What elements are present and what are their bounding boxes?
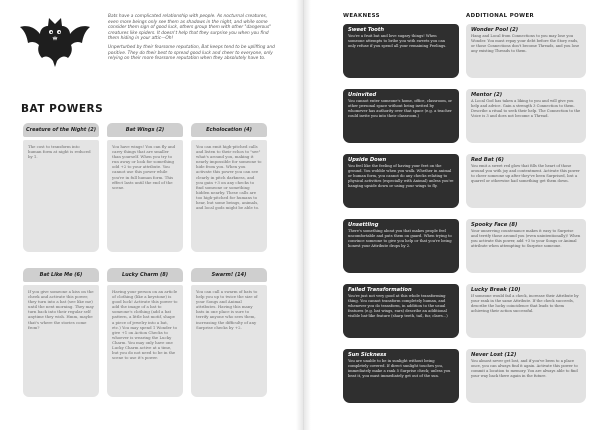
power-description: You can emit high-pitched calls and listen to their echos to "see" what's around you, making it nearly impossible for someone to hide from you. When you activate this power you can see clearly in pitch darkness, and you gain +3 on any checks to find someone or something hidden nearby. These calls are too high-pitched for humans to hear, but some beings, animals, and local gods might be able to. [191,140,267,252]
power-card [191,268,267,397]
weakness-card [343,89,459,143]
additional-power-name: Spooky Face (8) [471,222,518,228]
power-name: Bat Wings (2) [107,123,183,137]
weakness-card [343,24,459,78]
power-card [107,123,183,252]
intro-paragraph-2: Unperturbed by their fearsome reputation, Bat keeps tend to be uplifting and positive. They do their best to spread good luck and cheer to everyone, only relying on their more fearsome reputation when they absolutely have to. [108,44,275,62]
weakness-description: You're a fruit bat and love sugary things! When someone attempts to bribe you with sweets you can only refuse if you spend all your remaining Feelings. [348,34,447,48]
book-gutter [296,0,311,430]
power-name: Creature of the Night (2) [23,123,99,137]
power-card [23,268,99,397]
weakness-description: You feel like the feeling of having your feet on the ground. You wobble when you walk. Whether in animal or human form, you cannot do any checks relating to physical activities (especially with Animal) unless you're hanging upside down or using your wings to fly. [348,164,454,188]
additional-power-description: A Local God has taken a liking to you and will give you help and advice. Gain a strength 3 Connection to them. Describe a ritual to seek their help. The Connection to the Voice is 3 and does not become a Thread. [471,99,581,118]
additional-power-description: You almost never get lost, and if you've been to a place once, you can always find it again. Activate this power to commit a location to memory. You are always able to find your way back there again in the future. [471,359,578,378]
intro-text [108,14,278,65]
weakness-card [343,284,459,338]
additional-power-card [466,219,586,273]
power-description: The cost to transform into human form at night is reduced by 1. [23,140,99,252]
power-description: If you give someone a kiss on the cheek and activate this power, they turn into a bat (see like me) until the next morning. They may turn back into their regular self anytime they wish. Hmm, maybe that's where the stories come from? [23,285,99,397]
additional-power-name: Never Lost (12) [471,352,517,358]
additional-power-description: Hang and Local from Connections to you may lose you Wonder. You must repay your debt before the Story ends, or those Connections don't become Threads, and you lose any existing Threads to them. [471,34,580,53]
power-card [191,123,267,252]
weakness-description: You cannot enter someone's home, office, classroom, or other personal space without being invited by whomever has authority over that space (e.g. a teacher could invite you into their classroom.) [348,99,453,118]
weakness-description: You're just not very good at this whole transforming thing. You cannot transform completely human, and whenever you do transform, in addition to the usual features (e.g. bat wings, ears) describe an additional visible bat-like feature (sharp teeth, tail, fur, claws...) [348,294,448,318]
weakness-card [343,219,459,273]
additional-power-description: If someone would fail a check, increase their Attribute by your rank in the same Attribute. If the check succeeds, describe the lucky coincidence that leads to them achieving their action successful. [471,294,579,313]
intro-paragraph-1: Bats have a complicated relationship with people. As nocturnal creatures, even more beings only see them as shadows in the night, and while some consider them sign of good luck, others group them with other "dangerous" creatures like spiders. It doesn't help that they surprise you when you find them hiding in your attic—Oh! [108,14,272,42]
bat-illustration [18,15,92,73]
additional-power-card [466,24,586,78]
weakness-name: Sun Sickness [348,352,387,358]
power-name: Lucky Charm (8) [107,268,183,282]
power-name: Bat Like Me (6) [23,268,99,282]
additional-power-description: Your unnerving countenance makes it easy to Surprise and terrify those around you (even unintentionally)! When you activate this power, add +3 to your Songs or Animal attribute when attempting to Surprise someone. [471,229,581,248]
additional-power-name: Wonder Pool (2) [471,27,519,33]
weakness-name: Unsettling [348,222,379,228]
additional-power-card [466,284,586,338]
weakness-name: Upside Down [348,157,387,163]
weakness-card [343,349,459,403]
power-description: You can call a swarm of bats to help you up to twice the size of your Songs and Animal attributes. Having this many bats in one place is sure to terrify anyone who sees them, increasing the difficulty of any Surprise checks by +2. [191,285,267,397]
additional-power-name: Mentor (2) [471,92,503,98]
weakness-description: You are unable to be in sunlight without being completely covered. If direct sunlight touches you, immediately make a rank 5 Surprise check; unless you beat it, you must immediately get out of the sun. [348,359,451,378]
weakness-column-header: WEAKNESS [343,13,380,19]
additional-power-column-header: ADDITIONAL POWER [466,13,535,19]
additional-power-name: Red Bat (6) [471,157,504,163]
power-card [107,268,183,397]
power-name: Swarm! (14) [191,268,267,282]
weakness-name: Sweet Tooth [348,27,385,33]
weakness-name: Uninvited [348,92,377,98]
additional-power-card [466,349,586,403]
power-description: You have wings! You can fly and carry things that are smaller than yourself. When you try to run away or look for something odd +2 to your attribute. You cannot use this power while you're in full human form. This effect lasts until the end of the scene. [107,140,183,252]
weakness-card [343,154,459,208]
additional-power-card [466,154,586,208]
power-name: Echolocation (4) [191,123,267,137]
weakness-description: There's something about you that makes people feel uncomfortable and puts them on guard. When trying to convince someone to give you help or that you're being honest your Attribute drops by 2. [348,229,452,248]
power-description: Having your person on an article of clothing (like a keystone) is good luck! Activate this power to add the image of a bat to someone's clothing (add a bat pattern, a little bat motif, shape a piece of jewelry into a bat, etc.) You may spend 1 Wonder to give +1 on Action Checks to whoever is wearing the Lucky Charm. You may only have one Lucky Charm active at a time, but you do not need to be in the scene to use it's power. [107,285,183,397]
additional-power-name: Lucky Break (10) [471,287,521,293]
weakness-name: Failed Transformation [348,287,412,293]
additional-power-card [466,89,586,143]
power-card [23,123,99,252]
left-page [0,0,296,430]
additional-power-description: You emit a sweet red glow that fills the heart of those around you with joy and contentment. Activate this power to cheer someone up after they've been Surprised, lost a quarrel or otherwise had something get them down. [471,164,580,183]
section-title: BAT POWERS [21,103,104,115]
